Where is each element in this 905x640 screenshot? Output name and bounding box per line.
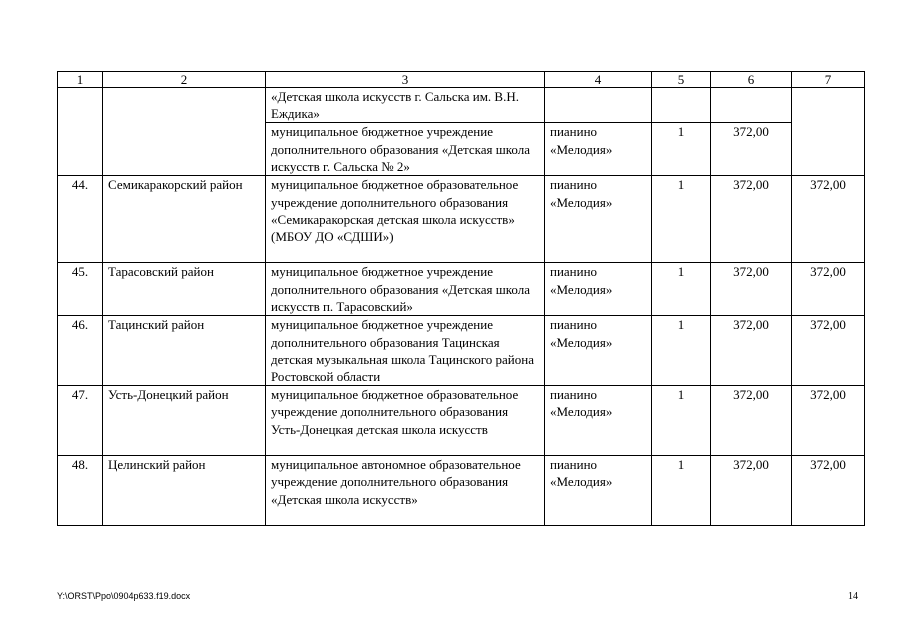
column-number: 5 [652,72,711,88]
district-cell: Целинский район [103,456,266,526]
column-number: 3 [266,72,545,88]
column-number: 4 [545,72,652,88]
table-row [58,386,865,456]
quantity-cell: 1 [652,263,711,316]
district-cell: Семикаракорский район [103,176,266,263]
institution-cell: «Детская школа искусств г. Сальска им. В.Н. Еждика» [266,88,545,123]
total-cell: 372,00 [792,386,865,456]
table-row [58,88,865,123]
quantity-cell: 1 [652,316,711,386]
row-number-cell: 45. [58,263,103,316]
district-cell: Тарасовский район [103,263,266,316]
price-cell: 372,00 [711,316,792,386]
price-cell [711,88,792,123]
column-number: 6 [711,72,792,88]
total-cell: 372,00 [792,176,865,263]
price-cell: 372,00 [711,123,792,176]
institution-cell: муниципальное бюджетное учреждение дополнительного образования «Детская школа искусств п. Тарасовский» [266,263,545,316]
column-number: 2 [103,72,266,88]
instrument-cell: пианино «Мелодия» [545,123,652,176]
institution-cell: муниципальное автономное образовательное учреждение дополнительного образования «Детская школа искусств» [266,456,545,526]
institution-cell: муниципальное бюджетное учреждение дополнительного образования «Детская школа искусств г. Сальска № 2» [266,123,545,176]
file-path: Y:\ORST\Ppo\0904p633.f19.docx [57,591,191,601]
institution-cell: муниципальное бюджетное учреждение дополнительного образования Тацинская детская музыкальная школа Тацинского района Ростовской области [266,316,545,386]
total-cell [792,88,865,176]
table-row [58,316,865,386]
row-number-cell: 47. [58,386,103,456]
price-cell: 372,00 [711,263,792,316]
instrument-cell: пианино «Мелодия» [545,456,652,526]
instrument-cell: пианино «Мелодия» [545,316,652,386]
total-cell: 372,00 [792,456,865,526]
column-number-row [58,72,865,88]
quantity-cell [652,88,711,123]
page-number: 14 [848,591,858,602]
district-cell: Тацинский район [103,316,266,386]
row-number-cell: 46. [58,316,103,386]
allocation-table [57,71,865,526]
table-row [58,263,865,316]
quantity-cell: 1 [652,456,711,526]
instrument-cell: пианино «Мелодия» [545,176,652,263]
price-cell: 372,00 [711,176,792,263]
total-cell: 372,00 [792,316,865,386]
institution-cell: муниципальное бюджетное образовательное учреждение дополнительного образования «Семикаракорская детская школа искусств» (МБОУ ДО «СДШИ») [266,176,545,263]
district-cell: Усть-Донецкий район [103,386,266,456]
column-number: 7 [792,72,865,88]
row-number-cell: 44. [58,176,103,263]
quantity-cell: 1 [652,386,711,456]
instrument-cell: пианино «Мелодия» [545,386,652,456]
row-number-cell [58,88,103,176]
district-cell [103,88,266,176]
price-cell: 372,00 [711,456,792,526]
quantity-cell: 1 [652,123,711,176]
instrument-cell: пианино «Мелодия» [545,263,652,316]
quantity-cell: 1 [652,176,711,263]
total-cell: 372,00 [792,263,865,316]
row-number-cell: 48. [58,456,103,526]
instrument-cell [545,88,652,123]
institution-cell: муниципальное бюджетное образовательное учреждение дополнительного образования Усть-Донецкая детская школа искусств [266,386,545,456]
table-row [58,456,865,526]
price-cell: 372,00 [711,386,792,456]
column-number: 1 [58,72,103,88]
table-row [58,176,865,263]
